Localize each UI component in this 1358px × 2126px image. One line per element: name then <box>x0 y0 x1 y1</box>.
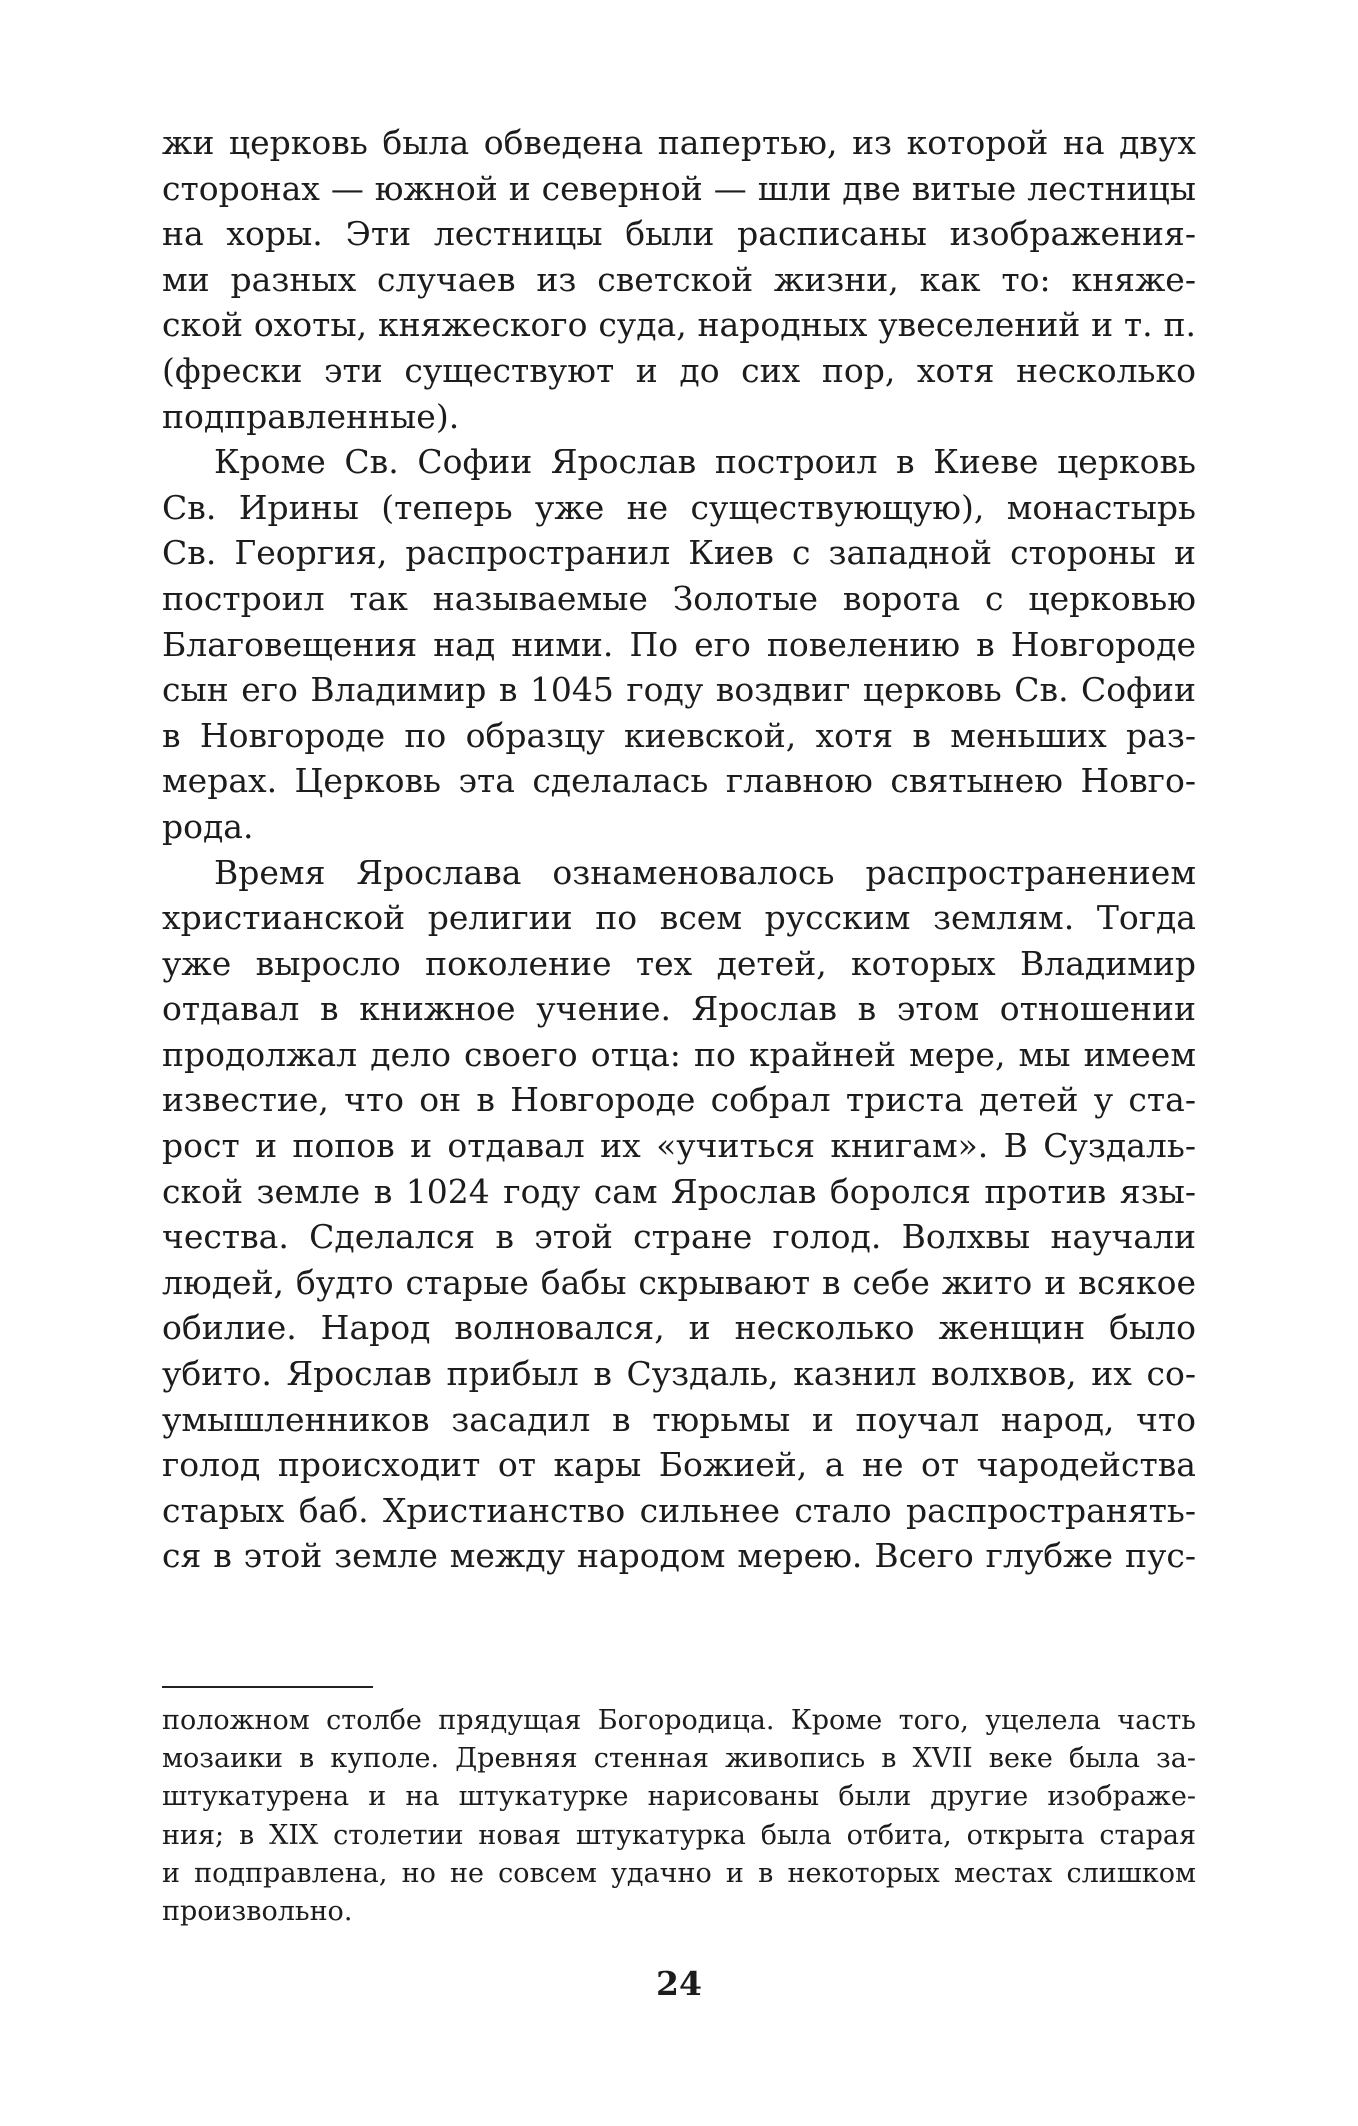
text-line: ской земле в 1024 году сам Ярослав боролся против язы- <box>162 1171 1196 1211</box>
text-line: подправленные). <box>162 396 460 436</box>
text-line: известие, что он в Новгороде собрал триста детей у ста- <box>162 1080 1196 1120</box>
text-line: рода. <box>162 806 254 846</box>
text-line: ми разных случаев из светской жизни, как то: княже- <box>162 259 1196 299</box>
footnote-line: и подправлена, но не совсем удачно и в некоторых местах слишком <box>162 1857 1196 1889</box>
text-line: мерах. Церковь эта сделалась главною святынею Новго- <box>162 761 1196 801</box>
text-line: продолжал дело своего отца: по крайней мере, мы имеем <box>162 1034 1196 1074</box>
text-line: сын его Владимир в 1045 году воздвиг церковь Св. Софии <box>162 670 1196 710</box>
text-line: отдавал в книжное учение. Ярослав в этом отношении <box>162 989 1196 1029</box>
footnote-line: штукатурена и на штукатурке нарисованы были другие изображе- <box>162 1781 1196 1813</box>
text-line: Кроме Св. Софии Ярослав построил в Киеве церковь <box>214 442 1196 482</box>
text-line: христианской религии по всем русским землям. Тогда <box>162 898 1196 938</box>
text-line: Время Ярослава ознаменовалось распространением <box>214 852 1196 892</box>
text-line: (фрески эти существуют и до сих пор, хотя несколько <box>162 350 1196 390</box>
text-line: людей, будто старые бабы скрывают в себе жито и всякое <box>162 1262 1196 1302</box>
footnote-line: произвольно. <box>162 1895 353 1927</box>
text-line: рост и попов и отдавал их «учиться книгам». В Суздаль- <box>162 1126 1196 1166</box>
text-line: Благовещения над ними. По его повелению в Новгороде <box>162 624 1196 664</box>
footnote-line: ния; в XIX столетии новая штукатурка была отбита, открыта старая <box>162 1819 1196 1851</box>
footnote-line: мозаики в куполе. Древняя стенная живопись в XVII веке была за- <box>162 1743 1196 1775</box>
text-line: Св. Ирины (теперь уже не существующую), монастырь <box>162 487 1196 527</box>
text-line: старых баб. Христианство сильнее стало распространять- <box>162 1490 1196 1530</box>
text-line: сторонах — южной и северной — шли две витые лестницы <box>162 168 1196 208</box>
page-number: 24 <box>656 1964 702 2003</box>
text-line: голод происходит от кары Божией, а не от чародейства <box>162 1445 1196 1485</box>
text-line: обилие. Народ волновался, и несколько женщин было <box>162 1308 1196 1348</box>
text-line: ся в этой земле между народом мерею. Всего глубже пус- <box>162 1536 1196 1576</box>
text-line: умышленников засадил в тюрьмы и поучал народ, что <box>162 1399 1196 1439</box>
text-line: построил так называемые Золотые ворота с церковью <box>162 578 1196 618</box>
text-line: жи церковь была обведена папертью, из которой на двух <box>162 123 1196 162</box>
footnote <box>162 1702 1196 1931</box>
main-text <box>162 120 1196 1579</box>
text-line: ской охоты, княжеского суда, народных увеселений и т. п. <box>162 305 1196 345</box>
text-line: на хоры. Эти лестницы были расписаны изображения- <box>162 214 1196 254</box>
text-line: чества. Сделался в этой стране голод. Волхвы научали <box>162 1217 1196 1257</box>
footnote-line: положном столбе прядущая Богородица. Кроме того, уцелела часть <box>162 1705 1196 1736</box>
text-line: убито. Ярослав прибыл в Суздаль, казнил волхвов, их со- <box>162 1354 1196 1394</box>
text-line: Св. Георгия, распространил Киев с западной стороны и <box>162 533 1196 573</box>
text-line: уже выросло поколение тех детей, которых Владимир <box>162 943 1196 983</box>
footnote-separator <box>162 1686 373 1688</box>
text-line: в Новгороде по образцу киевской, хотя в меньших раз- <box>162 715 1196 755</box>
